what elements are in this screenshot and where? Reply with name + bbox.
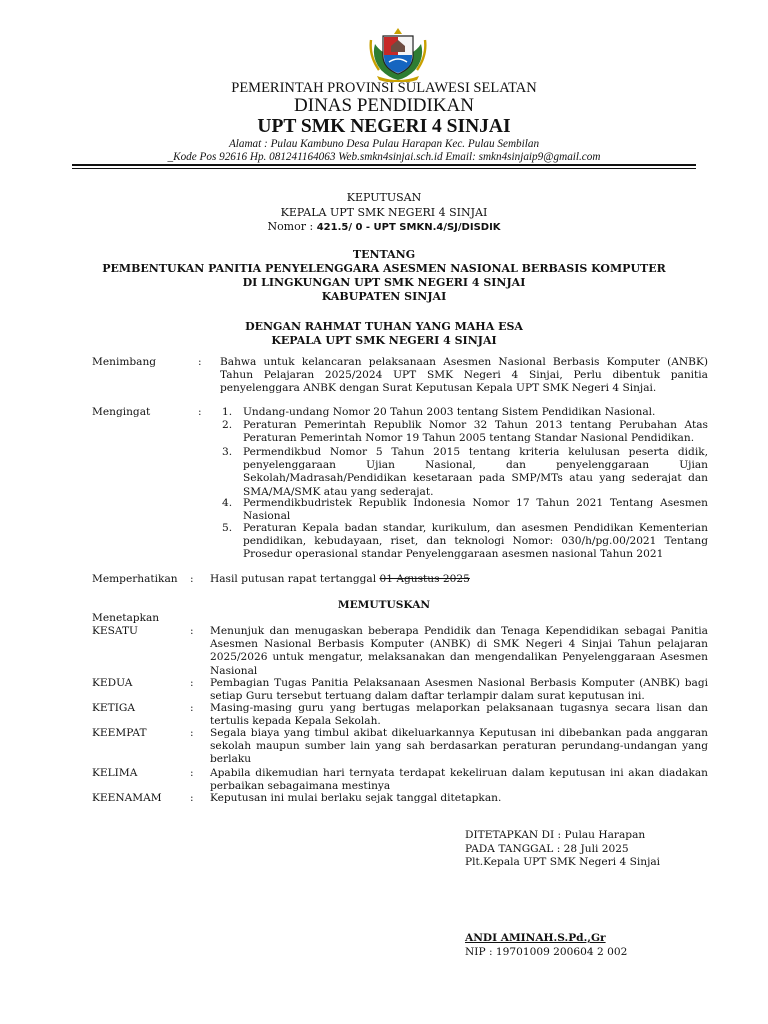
province-coat-of-arms-icon xyxy=(367,26,429,82)
mengingat-number-1: 1. xyxy=(222,406,233,418)
menetapkan-label: Menetapkan xyxy=(92,612,160,624)
blessing-line-2: KEPALA UPT SMK NEGERI 4 SINJAI xyxy=(271,334,497,347)
signature-date-value: 28 Juli 2025 xyxy=(563,843,629,855)
mengingat-item-3: Permendikbud Nomor 5 Tahun 2015 tentang kriteria kelulusan peserta didik, penyelenggaraan Ujian Nasional, dan penyelenggaraan Ujian Sekolah/Madrasah/Pendidikan kesetaraan pada SMP/MTs atau yang sederajat dan SMA/MA/SMK atau yang sederajat. xyxy=(243,446,708,498)
mengingat-item-4: Permendikbudristek Republik Indonesia Nomor 17 Tahun 2021 Tentang Asesmen Nasional xyxy=(243,497,708,523)
memperhatikan-text xyxy=(210,573,470,585)
mengingat-item-2: Peraturan Pemerintah Republik Nomor 32 Tahun 2013 tentang Perubahan Atas Peraturan Pemerintah Nomor 19 Tahun 2005 tentang Standar Nasional Pendidikan. xyxy=(243,419,708,445)
decision-colon: : xyxy=(190,677,194,689)
memperhatikan-colon: : xyxy=(190,573,194,585)
subject-line-1: PEMBENTUKAN PANITIA PENYELENGGARA ASESMEN NASIONAL BERBASIS KOMPUTER xyxy=(102,262,666,275)
subject-line-3: KABUPATEN SINJAI xyxy=(321,290,447,303)
decision-text-ketiga: Masing-masing guru yang bertugas melaporkan pelaksanaan tugasnya secara lisan dan tertulis kepada Kepala Sekolah. xyxy=(210,702,708,728)
memperhatikan-label: Memperhatikan xyxy=(92,573,178,585)
decision-text-keenam: Keputusan ini mulai berlaku sejak tanggal ditetapkan. xyxy=(210,792,502,804)
mengingat-colon: : xyxy=(198,406,202,418)
signature-position: Plt.Kepala UPT SMK Negeri 4 Sinjai xyxy=(465,856,661,868)
mengingat-number-3: 3. xyxy=(222,446,233,458)
decision-label-kedua: KEDUA xyxy=(92,677,133,689)
memperhatikan-struck-date: 01 Agustus 2025 xyxy=(379,573,470,585)
address-line-1: Alamat : Pulau Kambuno Desa Pulau Harapan Kec. Pulau Sembilan xyxy=(228,138,540,150)
decision-text-kelima: Apabila dikemudian hari ternyata terdapat kekeliruan dalam keputusan ini akan diadakan perbaikan sebagaimana mestinya xyxy=(210,767,708,793)
decision-colon: : xyxy=(190,625,194,637)
menimbang-text: Bahwa untuk kelancaran pelaksanaan Asesmen Nasional Berbasis Komputer (ANBK) Tahun Pelajaran 2025/2024 UPT SMK Negeri 4 Sinjai, Perlu dibentuk panitia penyelenggara ANBK dengan Surat Keputusan Kepala UPT SMK Negeri 4 Sinjai. xyxy=(220,356,708,395)
decision-text-kesatu: Menunjuk dan menugaskan beberapa Pendidik dan Tenaga Kependidikan sebagai Panitia Asesmen Nasional Berbasis Komputer (ANBK) di SMK Negeri 4 Sinjai Tahun pelajaran 2025/2026 untuk mengatur, melaksanakan dan mengendalikan Penyelenggaraan Asesmen Nasional xyxy=(210,625,708,677)
signature-place-value: Pulau Harapan xyxy=(564,829,646,841)
mengingat-item-5: Peraturan Kepala badan standar, kurikulum, dan asesmen Pendidikan Kementerian pendidikan, kebudayaan, riset, dan teknologi Nomor: 030/h/pg.00/2021 Tentang Prosedur operasional standar Penyelenggaraan asesmen nasional Tahun 2021 xyxy=(243,522,708,561)
province-name: PEMERINTAH PROVINSI SULAWESI SELATAN xyxy=(231,80,537,96)
blessing-line-1: DENGAN RAHMAT TUHAN YANG MAHA ESA xyxy=(245,320,523,333)
decree-issuer: KEPALA UPT SMK NEGERI 4 SINJAI xyxy=(280,206,488,219)
menimbang-colon: : xyxy=(198,356,202,368)
signature-place xyxy=(465,829,645,841)
decision-text-keempat: Segala biaya yang timbul akibat dikeluarkannya Keputusan ini dibebankan pada anggaran sekolah maupun sumber lain yang sah berdasarkan peraturan perundang-undangan yang berlaku xyxy=(210,727,708,766)
mengingat-number-4: 4. xyxy=(222,497,233,509)
signatory-nip: NIP : 19701009 200604 2 002 xyxy=(465,946,628,958)
mengingat-item-1: Undang-undang Nomor 20 Tahun 2003 tentang Sistem Pendidikan Nasional. xyxy=(243,406,656,418)
about-heading: TENTANG xyxy=(352,248,416,261)
signatory-name: ANDI AMINAH.S.Pd.,Gr xyxy=(465,932,606,944)
decision-colon: : xyxy=(190,727,194,739)
signature-date-label: PADA TANGGAL : xyxy=(465,843,561,855)
decree-title: KEPUTUSAN xyxy=(346,191,422,204)
decision-label-ketiga: KETIGA xyxy=(92,702,136,714)
decision-colon: : xyxy=(190,792,194,804)
decision-label-kesatu: KESATU xyxy=(92,625,138,637)
decision-label-keenam: KEENAMAM xyxy=(92,792,162,804)
mengingat-number-2: 2. xyxy=(222,419,233,431)
decree-number-value: 421.5/ 0 - UPT SMKN.4/SJ/DISDIK xyxy=(316,222,501,233)
signature-place-label: DITETAPKAN DI : xyxy=(465,829,562,841)
decision-label-kelima: KELIMA xyxy=(92,767,138,779)
memperhatikan-sentence: Hasil putusan rapat tertanggal xyxy=(210,573,377,585)
decree-number xyxy=(0,220,768,233)
school-name: UPT SMK NEGERI 4 SINJAI xyxy=(257,116,511,137)
decree-number-label: Nomor : xyxy=(267,220,314,233)
signature-date xyxy=(465,843,629,855)
mengingat-label: Mengingat xyxy=(92,406,151,418)
office-name: DINAS PENDIDIKAN xyxy=(294,95,474,116)
header-rule-thick xyxy=(72,164,696,166)
header-rule-thin xyxy=(72,168,696,169)
mengingat-number-5: 5. xyxy=(222,522,233,534)
decision-heading: MEMUTUSKAN xyxy=(337,599,431,611)
decision-label-keempat: KEEMPAT xyxy=(92,727,147,739)
address-line-2: _Kode Pos 92616 Hp. 081241164063 Web.smkn4sinjai.sch.id Email: smkn4sinjaip9@gmail.com xyxy=(167,151,601,163)
decision-text-kedua: Pembagian Tugas Panitia Pelaksanaan Asesmen Nasional Berbasis Komputer (ANBK) bagi setiap Guru tersebut tertuang dalam daftar terlampir dalam surat keputusan ini. xyxy=(210,677,708,703)
decision-colon: : xyxy=(190,702,194,714)
subject-line-2: DI LINGKUNGAN UPT SMK NEGERI 4 SINJAI xyxy=(242,276,526,289)
decision-colon: : xyxy=(190,767,194,779)
menimbang-label: Menimbang xyxy=(92,356,157,368)
